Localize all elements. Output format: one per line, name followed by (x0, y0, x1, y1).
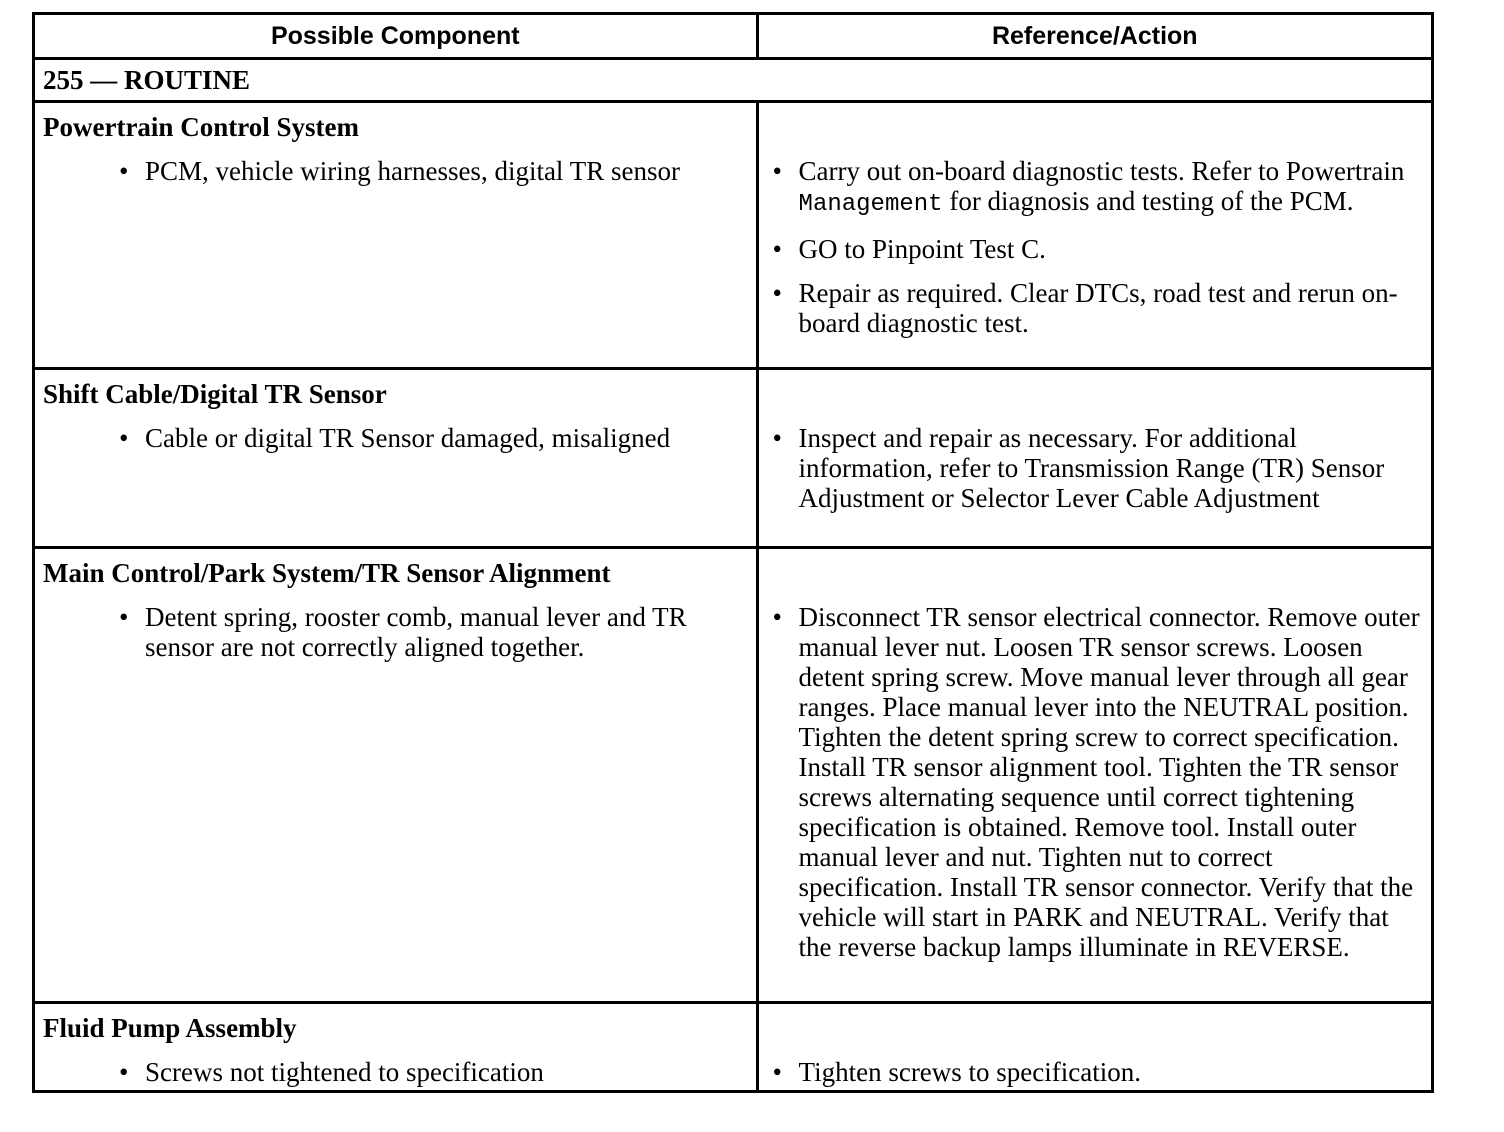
action-cell (757, 1003, 1432, 1092)
component-title: Powertrain Control System (43, 112, 359, 142)
table-row (34, 1003, 1433, 1092)
component-cell (34, 548, 758, 1003)
component-title: Fluid Pump Assembly (43, 1013, 297, 1043)
section-row (34, 59, 1433, 102)
component-title: Main Control/Park System/TR Sensor Alignment (43, 558, 611, 588)
action-item: • Repair as required. Clear DTCs, road test and rerun on-board diagnostic test. (769, 278, 1423, 338)
component-cell (34, 102, 758, 369)
action-cell (757, 102, 1432, 369)
table-row (34, 102, 1433, 369)
component-item: • Cable or digital TR Sensor damaged, misaligned (115, 423, 716, 453)
section-title: 255 — ROUTINE (34, 59, 1433, 102)
table-row (34, 369, 1433, 548)
action-item: • Tighten screws to specification. (769, 1057, 1423, 1087)
component-item: • Detent spring, rooster comb, manual lever and TR sensor are not correctly aligned together. (115, 602, 716, 662)
component-title: Shift Cable/Digital TR Sensor (43, 379, 387, 409)
action-item: • Inspect and repair as necessary. For additional information, refer to Transmission Range (TR) Sensor Adjustment or Selector Lever Cable Adjustment (769, 423, 1423, 513)
component-item: • PCM, vehicle wiring harnesses, digital TR sensor (115, 156, 716, 186)
component-item: • Screws not tightened to specification (115, 1057, 716, 1087)
table-row (34, 548, 1433, 1003)
action-cell (757, 548, 1432, 1003)
header-possible-component: Possible Component (34, 14, 758, 59)
table-header-row (34, 14, 1433, 59)
action-cell (757, 369, 1432, 548)
component-cell (34, 1003, 758, 1092)
action-item: • Carry out on-board diagnostic tests. Refer to Powertrain Management for diagnosis and testing of the PCM. (769, 156, 1423, 220)
emphasis-text: Management (798, 191, 943, 218)
action-item: • Disconnect TR sensor electrical connector. Remove outer manual lever nut. Loosen TR sensor screws. Loosen detent spring screw. Move manual lever through all gear ranges. Place manual lever into the NEUTRAL position. Tighten the detent spring screw to correct specification. Install TR sensor alignment tool. Tighten the TR sensor screws alternating sequence until correct tightening specification is obtained. Remove tool. Install outer manual lever and nut. Tighten nut to correct specification. Install TR sensor connector. Verify that the vehicle will start in PARK and NEUTRAL. Verify that the reverse backup lamps illuminate in REVERSE. (769, 602, 1423, 962)
action-item: • GO to Pinpoint Test C. (769, 234, 1423, 264)
diagnosis-table (32, 12, 1434, 1093)
component-cell (34, 369, 758, 548)
header-reference-action: Reference/Action (757, 14, 1432, 59)
